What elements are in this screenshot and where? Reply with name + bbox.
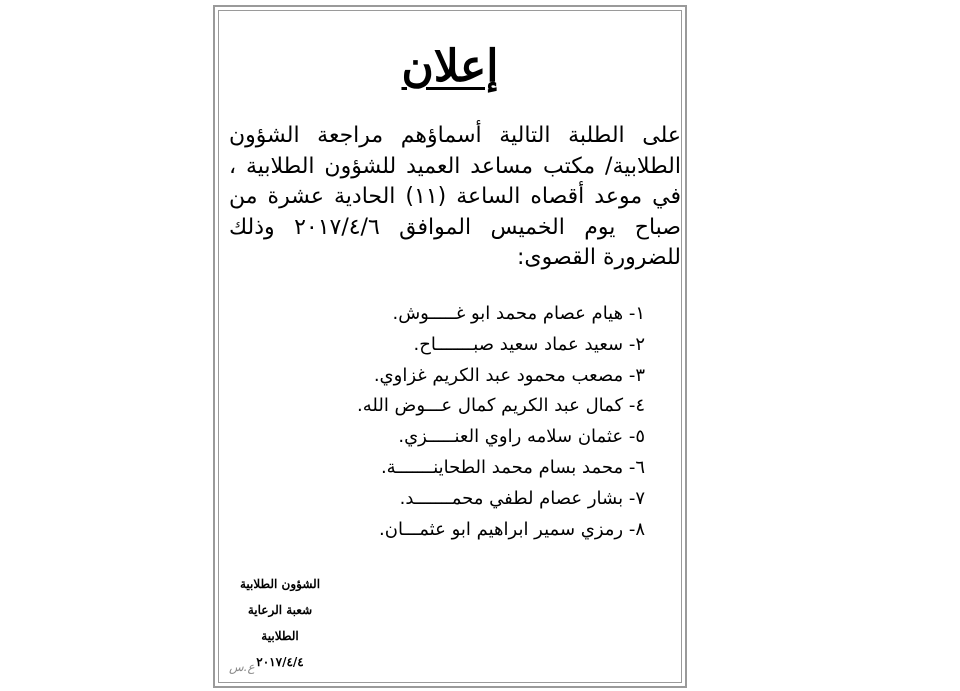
student-list-item: ٦- محمد بسام محمد الطحاينـــــــة. [380, 456, 645, 478]
student-list-item: ٢- سعيد عماد سعيد صبـــــــاح. [413, 333, 645, 355]
signature-department: الشؤون الطلابية [239, 577, 321, 591]
corner-initials: ع.س [229, 660, 255, 674]
student-list-item: ٥- عثمان سلامه راوي العنـــــزي. [398, 426, 645, 448]
announcement-page [213, 5, 687, 688]
signature-division: شعبة الرعاية الطلابية [247, 603, 313, 643]
announcement-title-text: إعلان [401, 41, 499, 92]
student-list-item: ٨- رمزي سمير ابراهيم ابو عثمـــان. [379, 518, 645, 540]
student-list-item: ٣- مصعب محمود عبد الكريم غزاوي. [373, 364, 645, 386]
announcement-paragraph: على الطلبة التالية أسماؤهم مراجعة الشؤون الطلابية/ مكتب مساعد العميد للشؤون الطلابية ، في موعد أقصاه الساعة (١١) الحادية عشرة من صباح يوم الخميس الموافق ٢٠١٧/٤/٦ وذلك للضرورة القصوى: [229, 123, 681, 270]
announcement-title [219, 41, 681, 93]
page-inner-border [218, 10, 682, 683]
student-list-item: ٧- بشار عصام لطفي محمـــــــد. [399, 487, 645, 509]
signature-date: ٢٠١٧/٤/٤ [256, 655, 304, 669]
student-list-item: ٤- كمال عبد الكريم كمال عـــوض الله. [357, 395, 645, 417]
student-list-item: ١- هيام عصام محمد ابو غـــــوش. [392, 303, 645, 324]
student-list [319, 299, 645, 545]
